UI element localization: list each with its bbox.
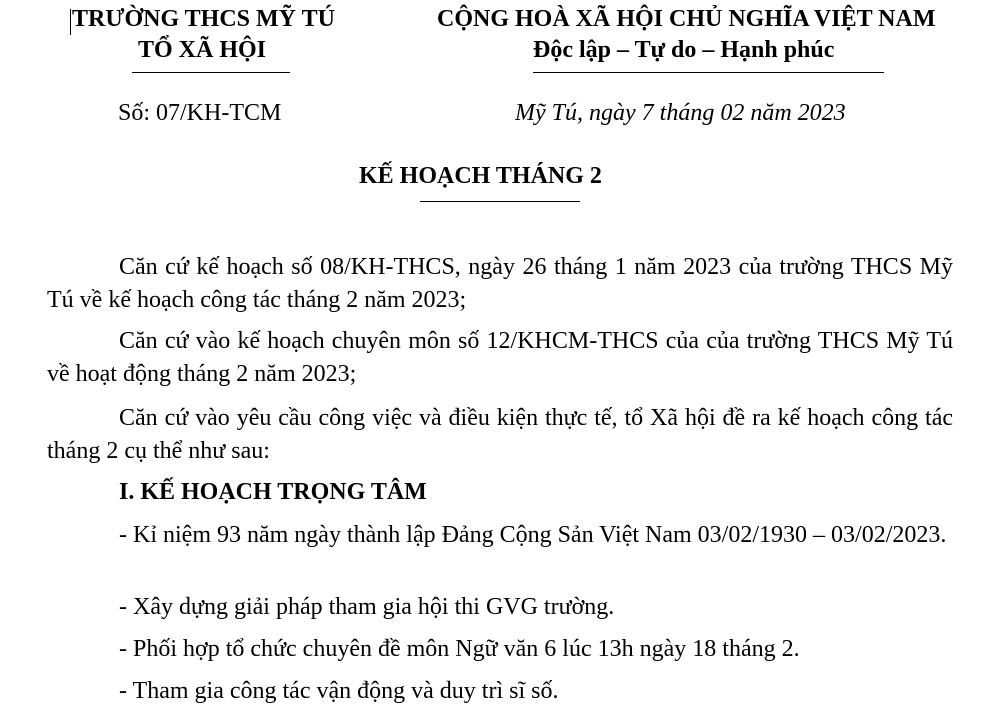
- paragraph-3: [47, 402, 953, 468]
- document-number: Số: 07/KH-TCM: [118, 100, 282, 126]
- title-underline: [420, 201, 580, 202]
- list-item: [47, 519, 953, 552]
- department-name: TỔ XÃ HỘI: [138, 37, 267, 63]
- republic-name: CỘNG HOÀ XÃ HỘI CHỦ NGHĨA VIỆT NAM: [437, 6, 936, 32]
- department-underline: [132, 72, 290, 73]
- document-title: KẾ HOẠCH THÁNG 2: [359, 163, 602, 189]
- list-item: [47, 675, 953, 708]
- paragraph-1-text: Căn cứ kế hoạch số 08/KH-THCS, ngày 26 tháng 1 năm 2023 của trường THCS Mỹ Tú về kế hoạch công tác tháng 2 năm 2023;: [47, 254, 953, 313]
- paragraph-1: [47, 251, 953, 317]
- paragraph-3-text: Căn cứ vào yêu cầu công việc và điều kiện thực tế, tổ Xã hội đề ra kế hoạch công tác tháng 2 cụ thể như sau:: [47, 405, 953, 464]
- list-item-text: - Xây dựng giải pháp tham gia hội thi GVG trường.: [119, 594, 615, 620]
- paragraph-2-text: Căn cứ vào kế hoạch chuyên môn số 12/KHCM-THCS của của trường THCS Mỹ Tú về hoạt động tháng 2 năm 2023;: [47, 328, 953, 387]
- paragraph-2: [47, 325, 953, 391]
- list-item-text: - Kỉ niệm 93 năm ngày thành lập Đảng Cộng Sản Việt Nam 03/02/1930 – 03/02/2023.: [119, 522, 947, 548]
- national-motto: Độc lập – Tự do – Hạnh phúc: [533, 37, 835, 63]
- section-heading: I. KẾ HOẠCH TRỌNG TÂM: [119, 479, 427, 505]
- place-and-date: Mỹ Tú, ngày 7 tháng 02 năm 2023: [515, 100, 846, 126]
- list-item-text: - Phối hợp tổ chức chuyên đề môn Ngữ văn 6 lúc 13h ngày 18 tháng 2.: [119, 636, 800, 662]
- list-item-text: - Tham gia công tác vận động và duy trì sĩ số.: [119, 678, 559, 704]
- text-cursor: [70, 9, 71, 35]
- motto-underline: [533, 72, 884, 73]
- list-item: [47, 591, 953, 624]
- list-item: [47, 633, 953, 666]
- school-name: TRƯỜNG THCS MỸ TÚ: [72, 6, 335, 32]
